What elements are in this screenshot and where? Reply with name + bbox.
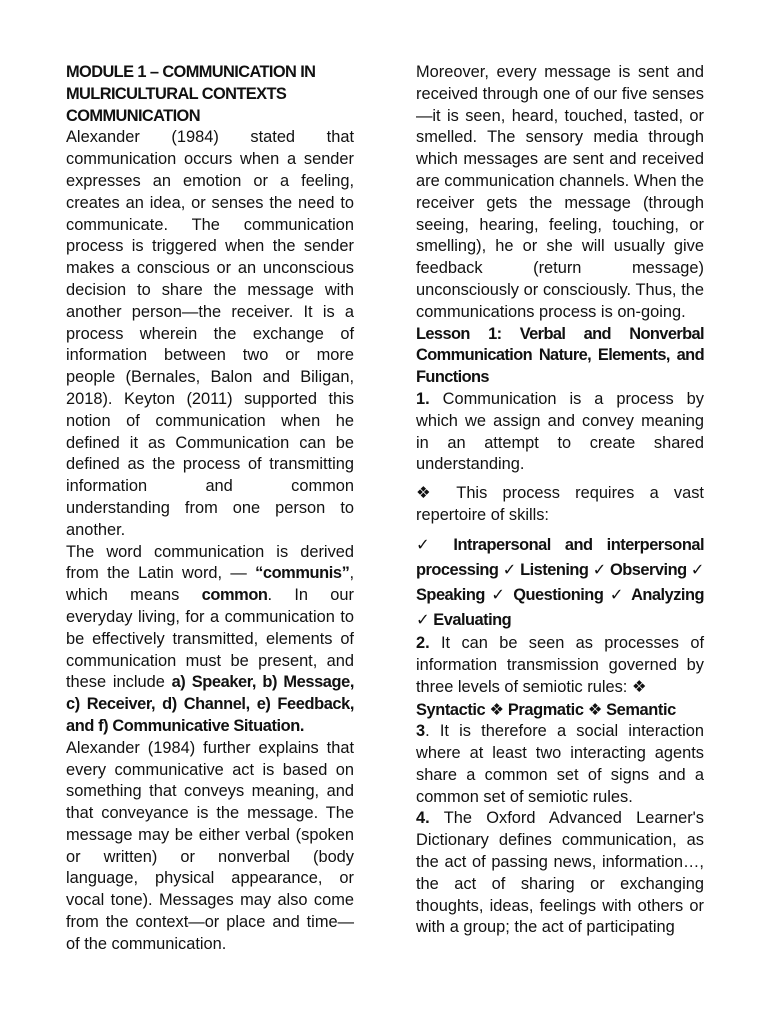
para2-text-2: , which means	[66, 564, 354, 605]
skills-checklist: ✓ Intrapersonal and interpersonal processing ✓ Listening ✓ Observing ✓ Speaking ✓ Questioning ✓ Analyzing ✓ Evaluating	[416, 535, 704, 629]
skills-intro-text: This process requires a vast repertoire of skills:	[416, 484, 704, 524]
module-title-line2: MULRICULTURAL CONTEXTS	[66, 84, 287, 103]
item-1-text: Communication is a process by which we assign and convey meaning in an attempt to create shared understanding.	[416, 389, 704, 474]
item-4-text: The Oxford Advanced Learner's Dictionary defines communication, as the act of passing news, information…, the act of sharing or exchanging thoughts, ideas, feelings with others or with a group; the act of participating	[416, 809, 704, 937]
paragraph-senses: Moreover, every message is sent and received through one of our five senses—it is seen, heard, touched, tasted, or smelled. The sensory media through which messages are sent and received are communication channels. When the receiver gets the message (through seeing, hearing, feeling, touching, or smelling), he or she will usually give feedback (return message) unconsciously or consciously. Thus, the communications process is on-going.	[416, 63, 704, 321]
diamond-icon: ❖	[631, 677, 647, 697]
lesson-heading: Lesson 1: Verbal and Nonverbal Communication Nature, Elements, and Functions	[416, 324, 704, 387]
para2-text-3: . In our everyday living, for a communication to be effectively transmitted, elements of communication must be present, and these include	[66, 586, 354, 692]
item-1-number: 1.	[416, 389, 430, 408]
skills-intro	[416, 482, 704, 527]
diamond-bullet-icon: ❖	[416, 483, 442, 503]
item-2-number: 2.	[416, 633, 430, 652]
right-column	[416, 62, 704, 939]
item-3	[416, 721, 704, 808]
left-column	[66, 62, 354, 956]
item-3-number: 3	[416, 722, 426, 741]
paragraph-word-origin	[66, 542, 354, 738]
item-2	[416, 633, 704, 699]
elements-list: a) Speaker, b) Message, c) Receiver, d) Channel, e) Feedback, and f) Communicative Situation.	[66, 673, 354, 735]
module-title-line1: MODULE 1 – COMMUNICATION IN	[66, 63, 316, 81]
term-common: common	[201, 586, 268, 605]
item-4-number: 4.	[416, 809, 430, 828]
module-title	[66, 62, 354, 106]
paragraph-communication-definition: Alexander (1984) stated that communication occurs when a sender expresses an emotion or a feeling, creates an idea, or senses the need to communicate. The communication process is triggered when the sender makes a conscious or an unconscious decision to share the message with another person—the receiver. It is a process wherein the exchange of information between two or more people (Bernales, Balon and Biligan, 2018). Keyton (2011) supported this notion of communication when he defined it as Communication can be defined as the process of transmitting information and common understanding from one person to another.	[66, 128, 354, 539]
item-2-text: It can be seen as processes of information transmission governed by three levels of semiotic rules:	[416, 633, 704, 697]
term-communis: “communis”	[255, 564, 350, 583]
item-3-text: . It is therefore a social interaction where at least two interacting agents share a common set of signs and a common set of semiotic rules.	[416, 722, 704, 806]
paragraph-message: Alexander (1984) further explains that every communicative act is based on something that conveys meaning, and that conveyance is the message. The message may be either verbal (spoken or written) or nonverbal (body language, physical appearance, or vocal tone). Messages may also come from the context—or place and time—of the communication.	[66, 738, 354, 953]
item-4	[416, 808, 704, 939]
section-title: COMMUNICATION	[66, 106, 200, 125]
para2-text-1: The word communication is derived from the Latin word, ―	[66, 542, 354, 583]
item-1	[416, 389, 704, 476]
semiotic-rules: Syntactic ❖ Pragmatic ❖ Semantic	[416, 701, 676, 720]
